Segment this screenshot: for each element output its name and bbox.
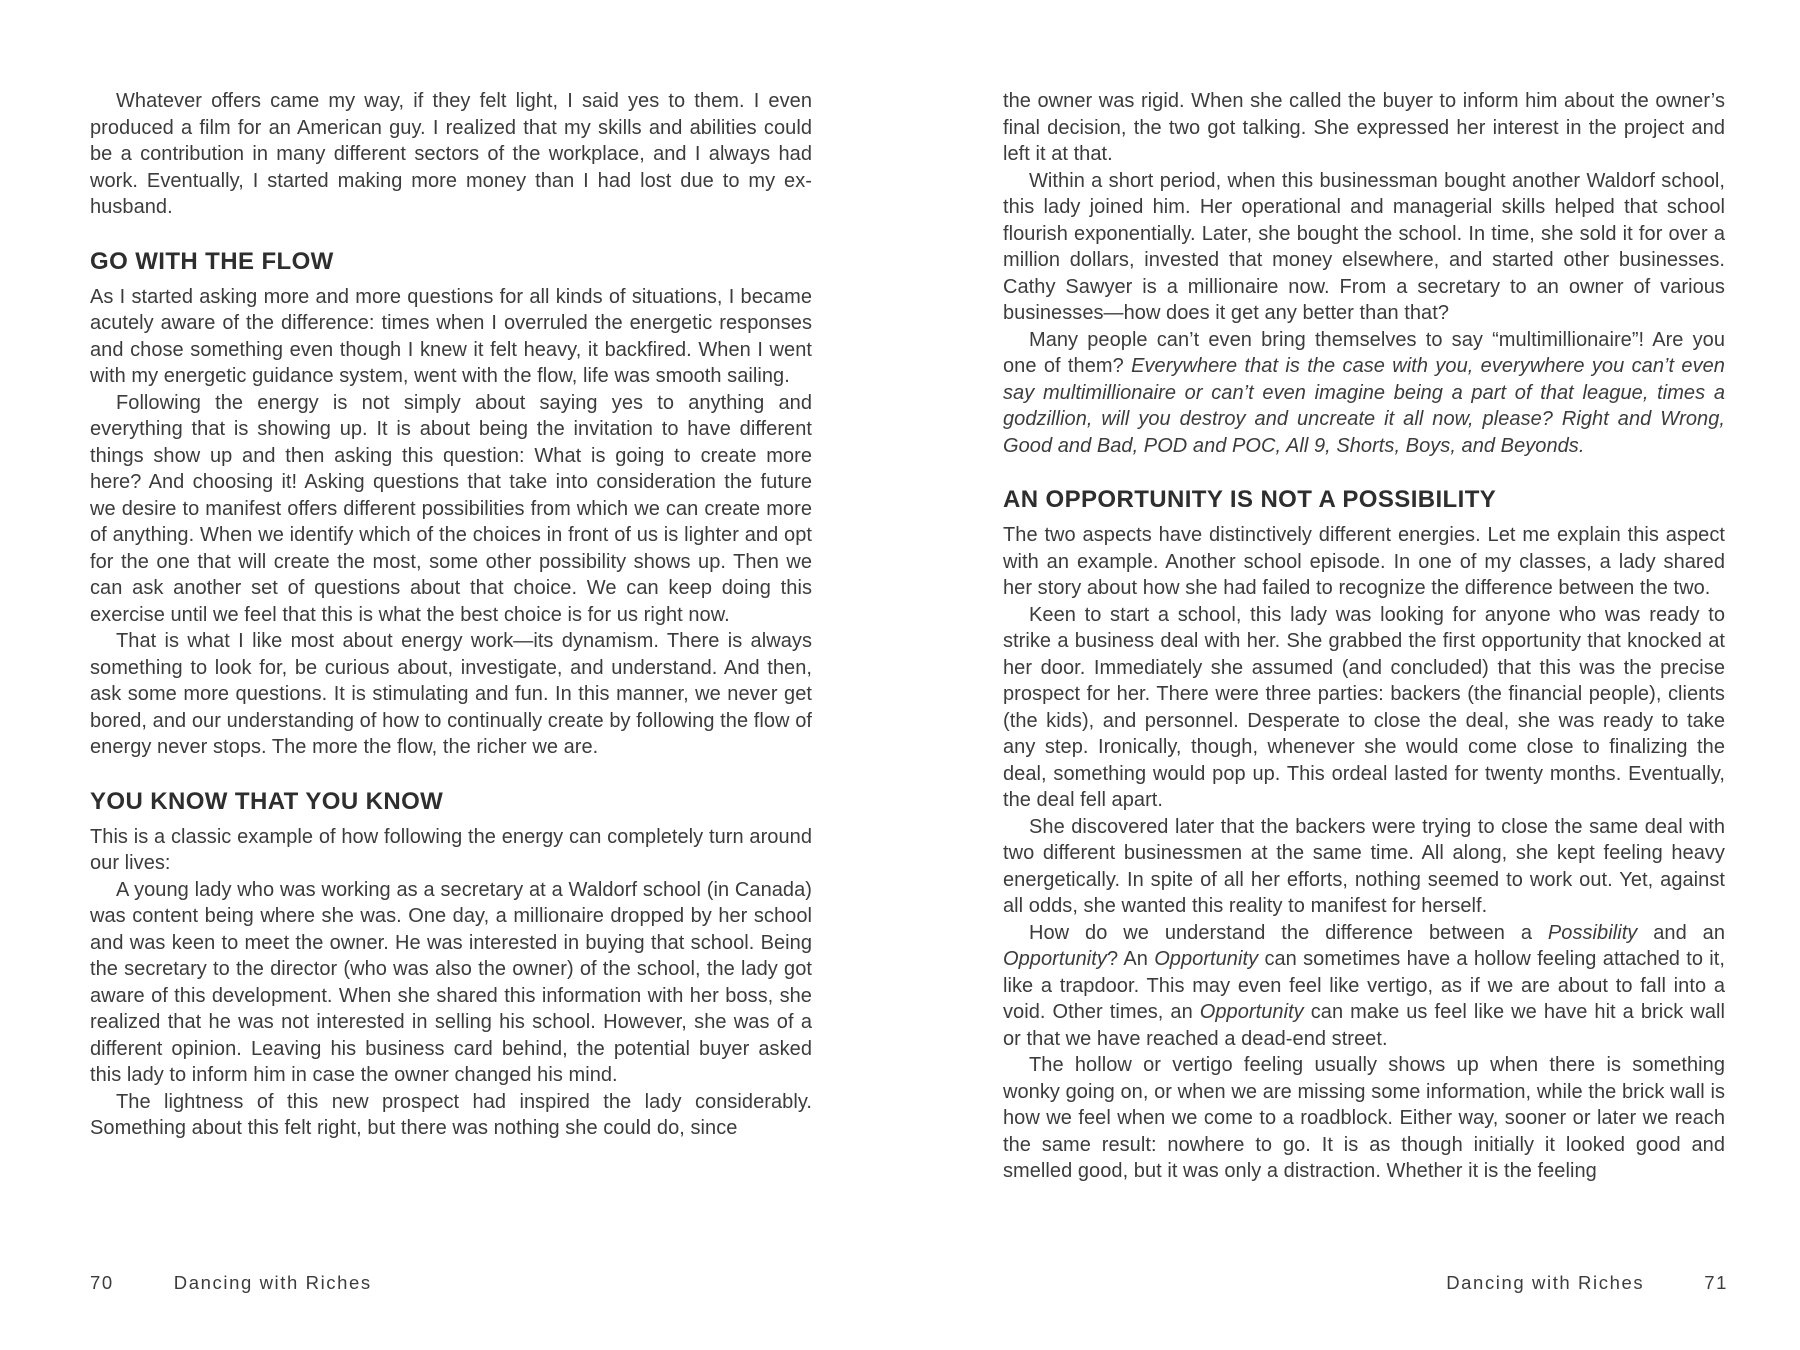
text-run: That is what I like most about energy work—its dynamism. There is always something to look for, be curious about, investigate, and understand. And then, ask some more questions. It is stimulating and fun. In this manner, we never get bored, and our understanding of how to continually create by following the flow of energy never stops. The more the flow, the richer we are.	[90, 630, 812, 758]
paragraph	[90, 628, 812, 761]
section-heading: GO WITH THE FLOW	[90, 247, 334, 275]
paragraph	[1003, 327, 1725, 460]
paragraph	[90, 877, 812, 1089]
section-heading: YOU KNOW THAT YOU KNOW	[90, 787, 444, 815]
paragraph	[1003, 814, 1725, 920]
page-number: 71	[1704, 1272, 1728, 1293]
italic-text-run: Opportunity	[1003, 948, 1107, 970]
text-run: The two aspects have distinctively different energies. Let me explain this aspect with an example. Another school episode. In one of my classes, a lady shared her story about how she had failed to recognize the difference between the two.	[1003, 524, 1725, 599]
paragraph	[1003, 602, 1725, 814]
italic-text-run: Opportunity	[1199, 1001, 1304, 1023]
paragraph	[1003, 88, 1725, 168]
text-run: and an	[1637, 921, 1725, 944]
paragraph	[90, 390, 812, 629]
text-run: This is a classic example of how following the energy can completely turn around our lives:	[90, 825, 812, 874]
paragraph	[90, 284, 812, 390]
page-right-footer	[1446, 1272, 1728, 1294]
text-run: ? An	[1106, 948, 1155, 970]
page-left-footer	[90, 1272, 372, 1294]
page-left-content	[90, 88, 812, 1142]
text-run: She discovered later that the backers were trying to close the same deal with two different businessmen at the same time. All along, she kept feeling heavy energetically. In spite of all her efforts, nothing seemed to work out. Yet, against all odds, she wanted this reality to manifest for herself.	[1003, 815, 1725, 917]
page-right	[900, 0, 1800, 1350]
italic-text-run: Possibility	[1547, 921, 1638, 944]
paragraph	[1003, 168, 1725, 327]
text-run: Whatever offers came my way, if they felt light, I said yes to them. I even produced a film for an American guy. I realized that my skills and abilities could be a contribution in many different sectors of the workplace, and I always had work. Eventually, I started making more money than I had lost due to my ex-husband.	[90, 90, 812, 218]
paragraph	[1003, 920, 1725, 1053]
text-run: Keen to start a school, this lady was looking for anyone who was ready to strike a business deal with her. She grabbed the first opportunity that knocked at her door. Immediately she assumed (and concluded) that this was the precise prospect for her. There were three parties: backers (the financial people), clients (the kids), and personnel. Desperate to close the deal, she was ready to take any step. Ironically, though, whenever she would come close to finalizing the deal, something would pop up. This ordeal lasted for twenty months. Eventually, the deal fell apart.	[1003, 603, 1725, 811]
text-run: the owner was rigid. When she called the buyer to inform him about the owner’s final decision, the two got talking. She expressed her interest in the project and left it at that.	[1003, 90, 1725, 165]
page-number: 70	[90, 1272, 114, 1293]
paragraph	[90, 1089, 812, 1142]
section-heading: AN OPPORTUNITY IS NOT A POSSIBILITY	[1003, 486, 1497, 513]
italic-text-run: Opportunity	[1154, 948, 1259, 970]
running-title: Dancing with Riches	[1446, 1272, 1645, 1293]
text-run: can sometimes have a hollow feeling attached to it, like a trapdoor. This may even feel like vertigo, as if we are about to fall into a void. Other times, an	[1003, 948, 1725, 1023]
paragraph	[1003, 522, 1725, 602]
text-run: Many people can’t even bring themselves to say “multimillionaire”! Are you one of them?	[1003, 328, 1725, 377]
paragraph	[90, 824, 812, 877]
italic-text-run: Everywhere that is the case with you, everywhere you can’t even say multimillionaire or can’t even imagine being a part of that league, times a godzillion, will you destroy and uncreate it all now, please? Right and Wrong, Good and Bad, POD and POC, All 9, Shorts, Boys, and Beyonds.	[1003, 355, 1725, 457]
text-run: Within a short period, when this businessman bought another Waldorf school, this lady joined him. Her operational and managerial skills helped that school flourish exponentially. Later, she bought the school. In time, she sold it for over a million dollars, invested that money elsewhere, and started other businesses. Cathy Sawyer is a millionaire now. From a secretary to an owner of various businesses—how does it get any better than that?	[1003, 169, 1725, 324]
text-run: As I started asking more and more questions for all kinds of situations, I became acutely aware of the difference: times when I overruled the energetic responses and chose something even though I knew it felt heavy, it backfired. When I went with my energetic guidance system, went with the flow, life was smooth sailing.	[90, 285, 812, 387]
text-run: Following the energy is not simply about saying yes to anything and everything that is showing up. It is about being the invitation to have different things show up and then asking this question: What is going to create more here? And choosing it! Asking questions that take into consideration the future we desire to manifest offers different possibilities from which we can create more of anything. When we identify which of the choices in front of us is lighter and opt for the one that will create the most, some other possibility shows up. Then we can ask another set of questions about that choice. We can keep doing this exercise until we feel that this is what the best choice is for us right now.	[90, 391, 812, 626]
text-run: can make us feel like we have hit a brick wall or that we have reached a dead-end street.	[1003, 1001, 1725, 1050]
paragraph	[1003, 1052, 1725, 1185]
text-run: A young lady who was working as a secretary at a Waldorf school (in Canada) was content being where she was. One day, a millionaire dropped by her school and was keen to meet the owner. He was interested in buying that school. Being the secretary to the director (who was also the owner) of the school, the lady got aware of this development. When she shared this information with her boss, she realized that he was not interested in selling his school. However, she was of a different opinion. Leaving his business card behind, the potential buyer asked this lady to inform him in case the owner changed his mind.	[90, 878, 812, 1086]
page-right-content	[1003, 88, 1725, 1185]
text-run: The hollow or vertigo feeling usually shows up when there is something wonky going on, or when we are missing some information, while the brick wall is how we feel when we come to a roadblock. Either way, sooner or later we reach the same result: nowhere to go. It is as though initially it looked good and smelled good, but it was only a distraction. Whether it is the feeling	[1003, 1054, 1725, 1182]
running-title: Dancing with Riches	[173, 1272, 372, 1293]
text-run: How do we understand the difference between a	[1029, 921, 1548, 944]
text-run: The lightness of this new prospect had inspired the lady considerably. Something about this felt right, but there was nothing she could do, since	[90, 1090, 812, 1139]
paragraph	[90, 88, 812, 221]
